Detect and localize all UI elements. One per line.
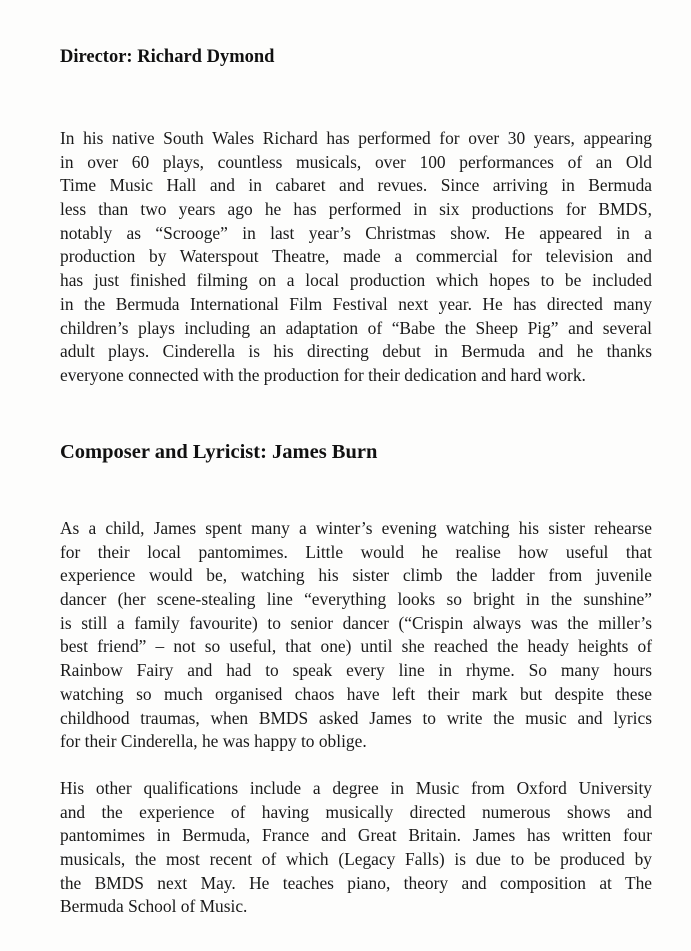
text-line [60, 151, 652, 175]
text-line-content: adult plays. Cinderella is his directing debut in Bermuda and he thanks [60, 341, 652, 362]
text-line-content: musicals, the most recent of which (Legacy Falls) is due to be produced by [60, 849, 652, 870]
text-line-content: His other qualifications include a degree in Music from Oxford University [60, 778, 652, 798]
text-line [60, 245, 652, 269]
text-line [60, 222, 652, 246]
text-line-content: In his native South Wales Richard has performed for over 30 years, appearing [60, 128, 652, 148]
composer-bio-paragraph-2 [60, 777, 652, 919]
text-line [60, 659, 652, 683]
text-line-content: everyone connected with the production for their dedication and hard work. [60, 364, 586, 385]
text-line-content: experience would be, watching his sister climb the ladder from juvenile [60, 565, 652, 586]
text-line [60, 872, 652, 896]
text-line-content: and the experience of having musically directed numerous shows and [60, 801, 652, 822]
composer-heading: Composer and Lyricist: James Burn [60, 441, 378, 463]
text-line-content: in over 60 plays, countless musicals, over 100 performances of an Old [60, 151, 652, 172]
text-line [60, 564, 652, 588]
text-line [60, 801, 652, 825]
text-line-content: Rainbow Fairy and had to speak every line in rhyme. So many hours [60, 660, 652, 681]
text-line [60, 730, 652, 754]
text-line-content: less than two years ago he has performed in six productions for BMDS, [60, 199, 652, 220]
text-line-content: production by Waterspout Theatre, made a commercial for television and [60, 246, 652, 267]
text-line-content: watching so much organised chaos have left their mark but despite these [60, 683, 652, 704]
text-line-content: Time Music Hall and in cabaret and revues. Since arriving in Bermuda [60, 175, 652, 196]
text-line [60, 707, 652, 731]
text-line [60, 198, 652, 222]
text-line-content: notably as “Scrooge” in last year’s Christmas show. He appeared in a [60, 222, 652, 243]
text-line [60, 127, 652, 151]
text-line-content: childhood traumas, when BMDS asked James to write the music and lyrics [60, 707, 652, 728]
director-bio-paragraph [60, 127, 652, 388]
text-line-content: for their local pantomimes. Little would he realise how useful that [60, 541, 652, 562]
text-line [60, 777, 652, 801]
director-heading: Director: Richard Dymond [60, 47, 275, 67]
text-line [60, 588, 652, 612]
text-line-content: dancer (her scene-stealing line “everything looks so bright in the sunshine” [60, 589, 652, 610]
text-line [60, 848, 652, 872]
text-line [60, 269, 652, 293]
text-line-content: As a child, James spent many a winter’s evening watching his sister rehearse [60, 518, 652, 538]
text-line [60, 635, 652, 659]
text-line [60, 612, 652, 636]
text-line [60, 541, 652, 565]
text-line [60, 517, 652, 541]
text-line [60, 895, 652, 919]
text-line-content: children’s plays including an adaptation of “Babe the Sheep Pig” and several [60, 317, 652, 338]
text-line [60, 364, 652, 388]
text-line [60, 683, 652, 707]
text-line-content: for their Cinderella, he was happy to oblige. [60, 731, 367, 752]
text-line-content: pantomimes in Bermuda, France and Great Britain. James has written four [60, 825, 652, 846]
text-line [60, 174, 652, 198]
text-line [60, 293, 652, 317]
text-line-content: in the Bermuda International Film Festival next year. He has directed many [60, 293, 652, 314]
text-line [60, 317, 652, 341]
text-line-content: has just finished filming on a local production which hopes to be included [60, 270, 652, 291]
text-line-content: best friend” – not so useful, that one) until she reached the heady heights of [60, 636, 652, 657]
text-line-content: Bermuda School of Music. [60, 896, 248, 917]
text-line [60, 824, 652, 848]
composer-bio-paragraph-1 [60, 517, 652, 754]
text-line-content: the BMDS next May. He teaches piano, theory and composition at The [60, 872, 652, 893]
text-line-content: is still a family favourite) to senior dancer (“Crispin always was the miller’s [60, 612, 652, 633]
text-line [60, 340, 652, 364]
